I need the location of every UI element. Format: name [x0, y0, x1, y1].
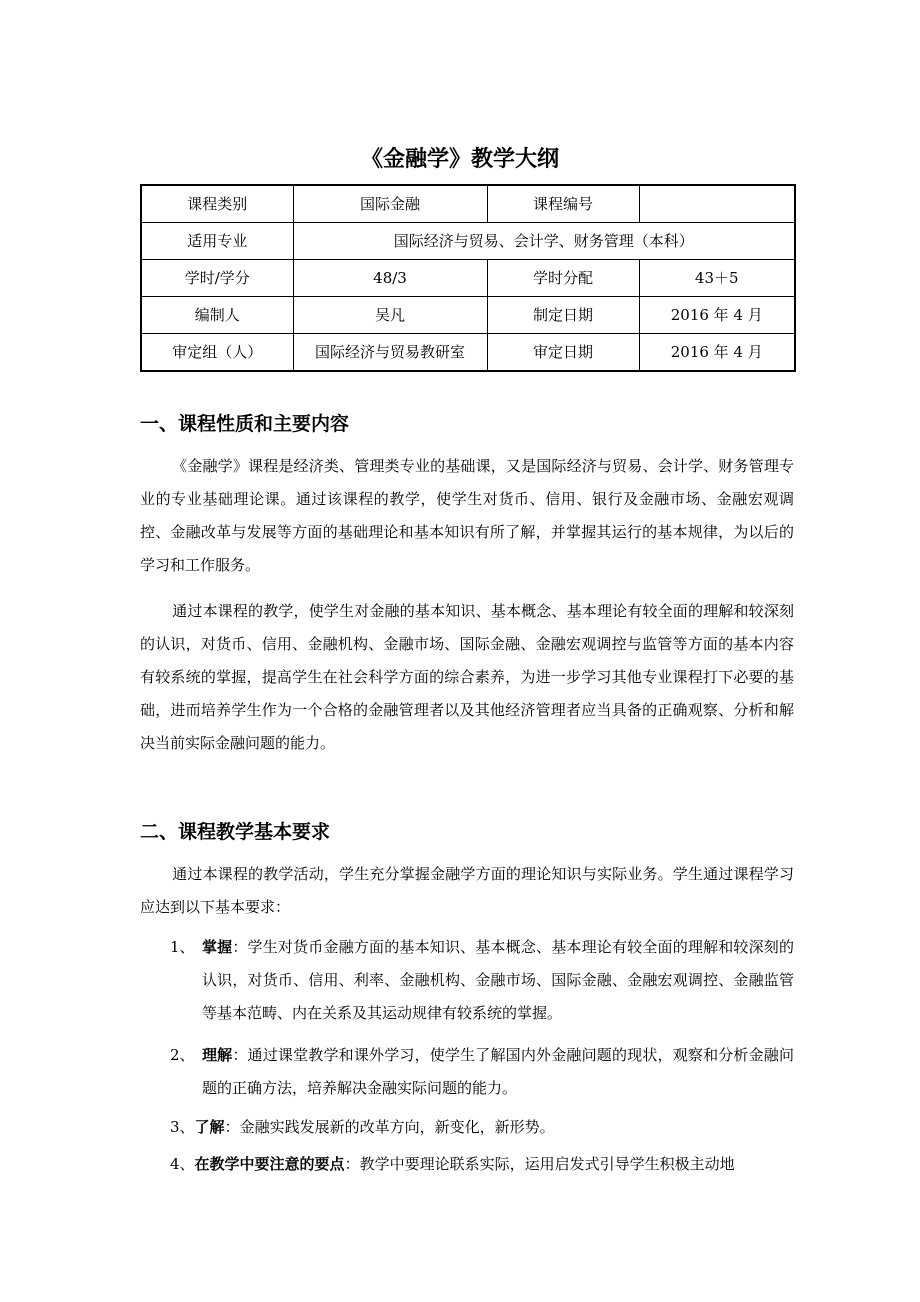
value-course-category: 国际金融 [293, 185, 487, 223]
value-applicable-major: 国际经济与贸易、会计学、财务管理（本科） [293, 223, 795, 260]
list-item [170, 1039, 794, 1105]
value-compiler: 吴凡 [293, 297, 487, 334]
section2-intro [140, 858, 794, 924]
list-item [170, 931, 794, 1030]
section1-paragraph-1 [140, 450, 794, 582]
list-text: ：通过课堂教学和课外学习，使学生了解国内外金融问题的现状，观察和分析金融问题的正确方法，培养解决金融实际问题的能力。 [202, 1046, 794, 1097]
list-keyword: 掌握 [202, 938, 233, 956]
section2-heading: 二、课程教学基本要求 [140, 821, 331, 843]
list-text: ：学生对货币金融方面的基本知识、基本概念、基本理论有较全面的理解和较深刻的认识，对货币、信用、利率、金融机构、金融市场、国际金融、金融宏观调控、金融监管等基本范畴、内在关系及其运动规律有较系统的掌握。 [202, 938, 794, 1022]
list-keyword: 理解 [202, 1046, 233, 1064]
label-creation-date: 制定日期 [487, 297, 639, 334]
label-review-date: 审定日期 [487, 334, 639, 372]
course-info-table [140, 184, 796, 372]
label-course-code: 课程编号 [487, 185, 639, 223]
table-row [141, 334, 795, 372]
paragraph-text: 通过本课程的教学活动，学生充分掌握金融学方面的理论知识与实际业务。学生通过课程学习应达到以下基本要求： [140, 865, 794, 916]
list-number: 4、 [170, 1155, 195, 1173]
table-row [141, 260, 795, 297]
list-text: ：教学中要理论联系实际，运用启发式引导学生积极主动地 [344, 1155, 735, 1173]
label-review-group: 审定组（人） [141, 334, 293, 372]
table-row [141, 185, 795, 223]
list-keyword: 在教学中要注意的要点 [194, 1155, 345, 1173]
paragraph-text: 《金融学》课程是经济类、管理类专业的基础课，又是国际经济与贸易、会计学、财务管理专业的专业基础理论课。通过该课程的教学，使学生对货币、信用、银行及金融市场、金融宏观调控、金融改革与发展等方面的基础理论和基本知识有所了解，并掌握其运行的基本规律，为以后的学习和工作服务。 [140, 457, 794, 574]
value-review-group: 国际经济与贸易教研室 [293, 334, 487, 372]
label-course-category: 课程类别 [141, 185, 293, 223]
list-item [170, 1148, 794, 1181]
value-creation-date: 2016 年 4 月 [639, 297, 795, 334]
list-keyword: 了解 [194, 1118, 225, 1136]
table-row [141, 223, 795, 260]
section1-heading: 一、课程性质和主要内容 [140, 413, 350, 435]
label-applicable-major: 适用专业 [141, 223, 293, 260]
list-item [170, 1111, 794, 1144]
table-row [141, 297, 795, 334]
value-course-code [639, 185, 795, 223]
label-hours-distribution: 学时分配 [487, 260, 639, 297]
paragraph-text: 通过本课程的教学，使学生对金融的基本知识、基本概念、基本理论有较全面的理解和较深刻的认识，对货币、信用、金融机构、金融市场、国际金融、金融宏观调控与监管等方面的基本内容有较系统的掌握，提高学生在社会科学方面的综合素养，为进一步学习其他专业课程打下必要的基础，进而培养学生作为一个合格的金融管理者以及其他经济管理者应当具备的正确观察、分析和解决当前实际金融问题的能力。 [140, 602, 794, 752]
list-number: 3、 [170, 1118, 195, 1136]
list-number: 1、 [170, 938, 195, 956]
section1-paragraph-2 [140, 595, 794, 760]
list-number: 2、 [170, 1046, 195, 1064]
label-compiler: 编制人 [141, 297, 293, 334]
label-hours-credits: 学时/学分 [141, 260, 293, 297]
value-review-date: 2016 年 4 月 [639, 334, 795, 372]
list-text: ：金融实践发展新的改革方向，新变化，新形势。 [224, 1118, 555, 1136]
value-hours-distribution: 43＋5 [639, 260, 795, 297]
document-title: 《金融学》教学大纲 [360, 147, 559, 172]
value-hours-credits: 48/3 [293, 260, 487, 297]
